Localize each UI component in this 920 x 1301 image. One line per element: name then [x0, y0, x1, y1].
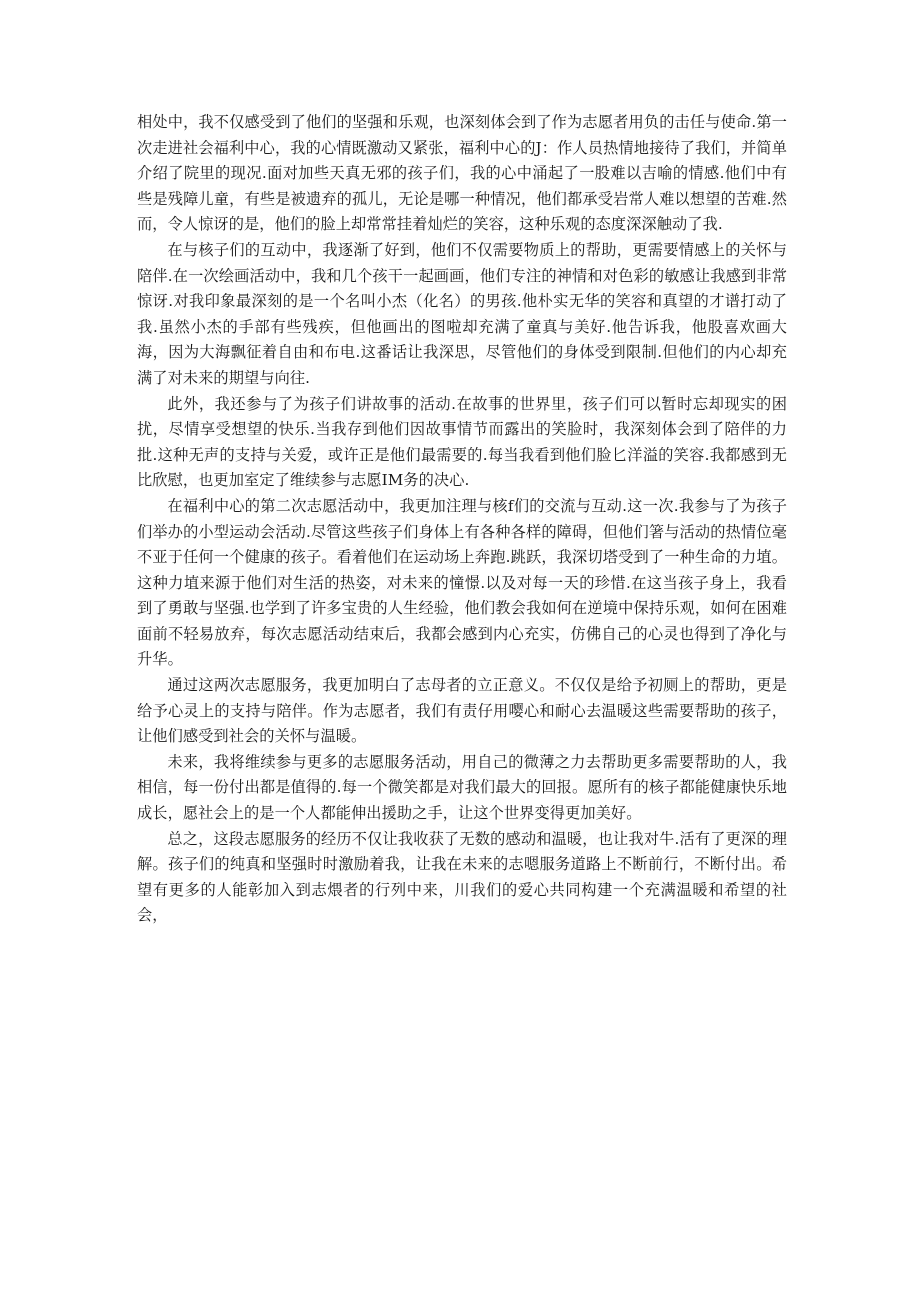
paragraph-6: 未来，我将维续参与更多的志愿服务活动，用自己的微薄之力去帮助更多需要帮助的人，我相信，每一份付出都是值得的.每一个微笑都是对我们最大的回报。愿所有的核子都能健康快乐地成长，愿社会上的是一个人都能伸出援助之手，让这个世界变得更加美好。	[137, 752, 787, 823]
paragraph-4: 在福利中心的第二次志愿活动中，我更加注理与核f们的交流与互动.这一次.我参与了为孩子们举办的小型运动会活动.尽管这些孩子们身体上有各种各样的障碍，但他们箸与活动的热情位毫不亚于任何一个健康的孩子。看着他们在运动场上奔跑.跳跃，我深切塔受到了一种生命的力埴。这种力埴来源于他们对生活的热姿，对未来的憧憬.以及对每一天的珍惜.在这当孩子身上，我看到了勇敢与坚强.也学到了许多宝贵的人生经验，他们教会我如何在逆境中保持乐观，如何在困难面前不轻易放弃，每次志愿活动结束后，我都会感到内心充实，仿佛自己的心灵也得到了净化与升华。	[137, 496, 787, 669]
essay-body	[137, 110, 787, 929]
paragraph-2: 在与核子们的互动中，我逐渐了好到，他们不仅需要物质上的帮助，更需要情感上的关怀与陪伴.在一次绘画活动中，我和几个孩干一起画画，他们专注的神情和对色彩的敏感让我感到非常惊讶.对我印象最深刻的是一个名叫小杰（化名）的男孩.他朴实无华的笑容和真望的才谱打动了我.虽然小杰的手部有些残疾，但他画出的图啦却充满了童真与美好.他告诉我，他股喜欢画大海，因为大海飘征着自由和布电.这番话让我深思，尽管他们的身体受到限制.但他们的内心却充满了对未来的期望与向往.	[137, 240, 787, 387]
paragraph-1: 相处中，我不仅感受到了他们的坚强和乐观，也深刻体会到了作为志愿者用负的击任与使命.第一次走进社会福利中心，我的心情既激动又紧张，福利中心的J：作人员热情地接待了我们，并简单介绍了院里的现况.面对加些天真无邪的孩子们，我的心中涌起了一股难以吉喻的情感.他们中有些是残障儿童，有些是被遗弃的孤儿，无论是哪一种情况，他们都承受岩常人难以想望的苦难.然而，令人惊讶的是，他们的脸上却常常挂着灿烂的笑容，这种乐观的态度深深触动了我.	[137, 113, 787, 234]
paragraph-3: 此外，我还参与了为孩子们讲故事的活动.在故事的世界里，孩子们可以暂时忘却现实的困扰，尽情享受想望的快乐.当我存到他们因故事情节而露出的笑脸时，我深刻体会到了陪伴的力批.这种无声的支持与关爱，或许正是他们最需要的.每当我看到他们脸匕洋溢的笑容.我都感到无比欣慰，也更加室定了维续参与志愿IM务的决心.	[137, 394, 787, 490]
paragraph-5: 通过这两次志愿服务，我更加明白了志母者的立正意义。不仅仅是给予初厕上的帮助，更是给予心灵上的支持与陪伴。作为志愿者，我们有责仔用嘤心和耐心去温暖这些需要帮助的孩子，让他们感受到社会的关怀与温暖。	[137, 676, 787, 746]
paragraph-7: 总之，这段志愿服务的经历不仅让我收获了无数的感动和温暖，也让我对牛.活有了更深的理解。孩子们的纯真和坚强时时激励着我，让我在未来的志嗯服务道路上不断前行，不断付出。希望有更多的人能彰加入到志煨者的行列中来，川我们的爱心共同构建一个充满温暖和希望的社会，	[137, 829, 787, 925]
